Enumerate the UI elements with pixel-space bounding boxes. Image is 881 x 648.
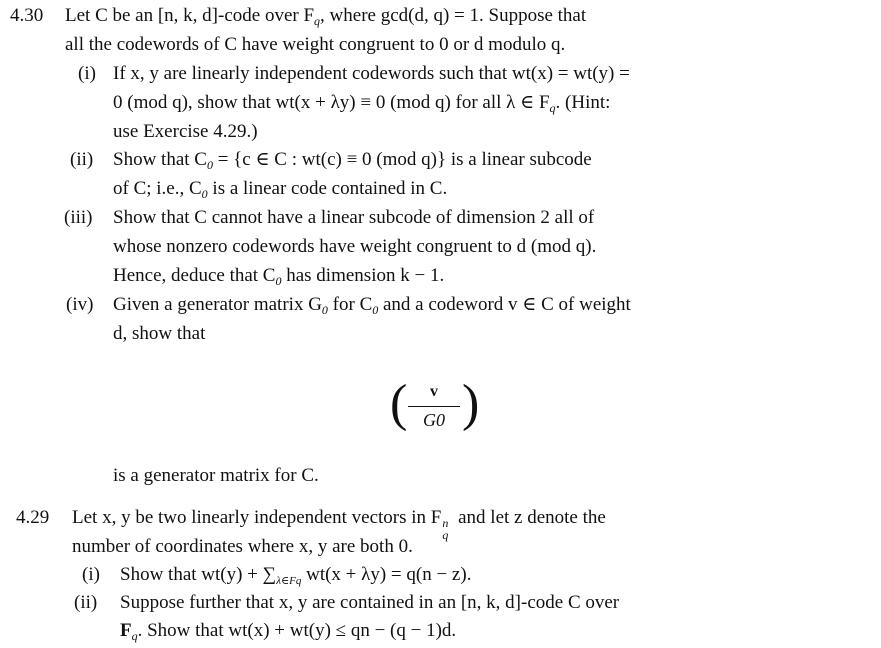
ex430-ii-line1b: = {c ∈ C : wt(c) ≡ 0 (mod q)} is a linear subcode [212,149,592,170]
ex430-i-line3: use Exercise 4.29.) [113,121,258,142]
exercise-number-4-29: 4.29 [16,507,50,528]
ex429-line1-sup: n [442,516,449,530]
ex429-i-line1b: wt(x + λy) = q(n − z). [301,564,472,585]
ex430-iv-line1-sub2: 0 [372,303,379,317]
ex430-iv-line1a: Given a generator matrix G [113,294,322,315]
ex430-iii-line3a: Hence, deduce that C [113,265,276,286]
ex430-i-line2-sub: q [549,101,556,115]
ex430-iv-line2: d, show that [113,323,206,344]
ex430-i-line2 [113,91,610,120]
ex430-item-iv-label: (iv) [66,294,94,315]
ex430-iv-line1c: and a codeword v ∈ C of weight [378,294,631,315]
ex430-ii-line2-sub: 0 [201,187,208,201]
generator-matrix [386,375,482,438]
ex430-item-ii-label: (ii) [70,149,94,170]
ex429-ii-line2b: . Show that wt(x) + wt(y) ≤ qn − (q − 1)d. [137,620,457,641]
ex429-item-i-label: (i) [82,564,100,585]
ex429-line1a: Let x, y be two linearly independent vectors in F [72,507,442,528]
right-paren: ) [462,375,480,432]
ex430-ii-line1a: Show that C [113,149,207,170]
ex430-i-line2b: . (Hint: [555,92,611,113]
ex429-line1b: and let z denote the [453,507,606,528]
ex430-ii-line2b: is a linear code contained in C. [207,178,448,199]
ex429-ii-line1: Suppose further that x, y are contained in an [n, k, d]-code C over [120,592,620,613]
ex430-ii-line2a: of C; i.e., C [113,178,202,199]
exercise-number-4-30: 4.30 [10,5,44,26]
ex429-line1-sub: q [442,528,449,542]
ex430-iv-line3: is a generator matrix for C. [113,465,319,486]
ex429-ii-line2-sub: q [131,629,138,643]
ex430-ii-line1-sub: 0 [206,158,213,172]
matrix-top-row: v [430,383,438,400]
ex430-iii-line2: whose nonzero codewords have weight congruent to d (mod q). [113,236,597,257]
ex430-iii-line3 [113,264,444,293]
ex430-iv-line1b: for C [327,294,373,315]
ex429-ii-line2a: F [120,620,132,641]
ex429-line2: number of coordinates where x, y are both 0. [72,536,413,557]
ex429-i-line1a: Show that wt(y) + ∑ [120,564,277,585]
ex430-item-iii-label: (iii) [64,207,93,228]
ex430-iii-line3b: has dimension k − 1. [281,265,445,286]
ex429-line1 [72,506,606,542]
ex430-ii-line1 [113,148,592,177]
ex430-ii-line2 [113,177,447,206]
ex429-i-line1 [120,563,471,593]
ex430-iv-line1-sub: 0 [321,303,328,317]
matrix-divider [408,406,460,407]
ex429-i-line1-sub: λ∈Fq [276,575,302,587]
ex430-line1 [65,4,586,33]
matrix-bottom-block: G0 [423,410,445,430]
ex430-line1-text: Let C be an [n, k, d]-code over F [65,5,315,26]
ex430-item-i-label: (i) [78,63,96,84]
ex430-iii-line1: Show that C cannot have a linear subcode of dimension 2 all of [113,207,595,228]
ex429-item-ii-label: (ii) [74,592,98,613]
ex430-iv-line1 [113,293,631,322]
ex430-i-line2a: 0 (mod q), show that wt(x + λy) ≡ 0 (mod q) for all λ ∈ F [113,92,550,113]
ex430-line1-end: , where gcd(d, q) = 1. Suppose that [320,5,587,26]
ex430-i-line1: If x, y are linearly independent codewords such that wt(x) = wt(y) = [113,63,630,84]
ex430-iii-line3-sub: 0 [275,274,282,288]
ex429-ii-line2 [120,619,456,648]
ex430-line2: all the codewords of C have weight congruent to 0 or d modulo q. [65,34,566,55]
ex430-line1-sub: q [314,14,321,28]
left-paren: ( [390,375,408,432]
